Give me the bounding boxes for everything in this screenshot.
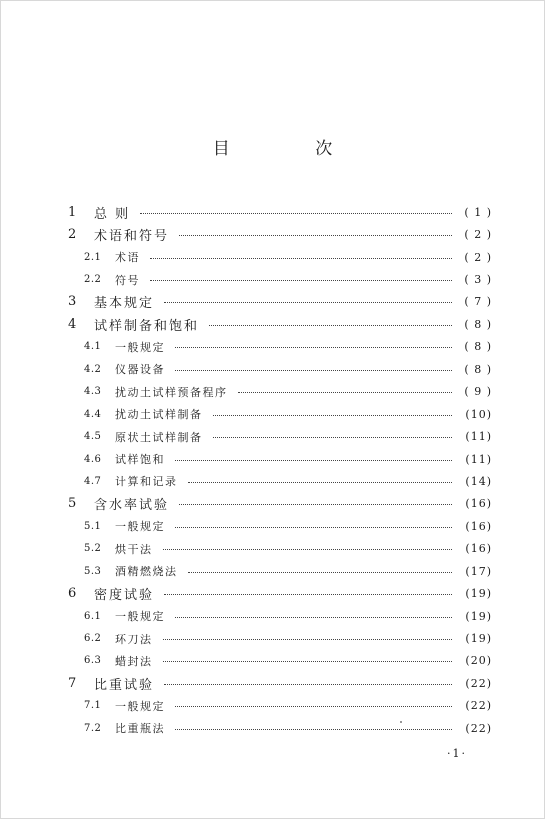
dot-leader: [140, 213, 452, 214]
toc-entry-title: 术语: [115, 251, 140, 265]
dot-leader: [179, 235, 452, 236]
toc-entry-title: 一般规定: [115, 340, 165, 354]
toc-section-row[interactable]: [68, 358, 492, 380]
toc-entry-page: (20): [465, 654, 492, 668]
toc-section-row[interactable]: [68, 695, 492, 717]
toc-chapter-row[interactable]: [68, 493, 492, 515]
dot-leader: [175, 460, 452, 461]
toc-entry-number: 3: [68, 294, 77, 310]
toc-entry-title: 基本规定: [94, 296, 155, 312]
toc-entry-page: (11): [465, 430, 492, 444]
toc-entry-title: 一般规定: [115, 699, 165, 713]
toc-entry-page: (16): [465, 519, 492, 533]
toc-entry-title: 仪器设备: [115, 363, 165, 377]
dot-leader: [213, 437, 453, 438]
toc-section-row[interactable]: [68, 336, 492, 358]
toc-entry-title: 比重瓶法: [115, 722, 165, 736]
toc-section-row[interactable]: [68, 515, 492, 537]
toc-entry-title: 一般规定: [115, 520, 165, 534]
toc-entry-number: 4.2: [84, 363, 102, 375]
toc-chapter-row[interactable]: [68, 582, 492, 604]
toc-entry-title: 扰动土试样预备程序: [115, 385, 228, 399]
toc-entry-number: 5: [68, 496, 77, 512]
toc-entry-title: 酒精燃烧法: [115, 565, 178, 579]
toc-entry-number: 7.2: [84, 722, 102, 734]
toc-entry-title: 计算和记录: [115, 475, 178, 489]
dot-leader: [175, 729, 452, 730]
toc-entry-number: 2.1: [84, 251, 102, 263]
dot-leader: [188, 482, 453, 483]
toc-entry-page: (22): [465, 676, 492, 690]
toc-section-row[interactable]: [68, 381, 492, 403]
scan-speck: [400, 721, 402, 723]
toc-entry-title: 试样饱和: [115, 453, 165, 467]
toc-entry-page: ( 8 ): [464, 340, 492, 354]
toc-section-row[interactable]: [68, 717, 492, 739]
toc-entry-page: ( 8 ): [464, 362, 492, 376]
toc-entry-number: 4.7: [84, 475, 102, 487]
toc-section-row[interactable]: [68, 470, 492, 492]
toc-section-row[interactable]: [68, 403, 492, 425]
toc-entry-page: ( 2 ): [464, 250, 492, 264]
toc-entry-title: 术语和符号: [94, 229, 170, 245]
toc-entry-number: 7.1: [84, 700, 102, 712]
toc-entry-page: (14): [465, 474, 492, 488]
dot-leader: [175, 527, 452, 528]
dot-leader: [164, 594, 452, 595]
dot-leader: [175, 706, 452, 707]
toc-entry-number: 7: [68, 675, 77, 691]
dot-leader: [163, 661, 453, 662]
dot-leader: [164, 684, 452, 685]
dot-leader: [188, 572, 453, 573]
dot-leader: [164, 302, 452, 303]
dot-leader: [213, 415, 453, 416]
toc-section-row[interactable]: [68, 650, 492, 672]
toc-section-row[interactable]: [68, 448, 492, 470]
toc-section-row[interactable]: [68, 425, 492, 447]
dot-leader: [175, 347, 452, 348]
toc-chapter-row[interactable]: [68, 201, 492, 223]
toc-entry-title: 总 则: [94, 206, 131, 222]
toc-entry-title: 含水率试验: [94, 498, 170, 514]
toc-entry-number: 4.5: [84, 431, 102, 443]
toc-entry-number: 4.6: [84, 453, 102, 465]
dot-leader: [209, 325, 452, 326]
toc-entry-title: 蜡封法: [115, 654, 153, 668]
toc-entry-title: 环刀法: [115, 632, 153, 646]
dot-leader: [163, 549, 453, 550]
toc-entry-page: ( 8 ): [464, 317, 492, 331]
toc-entry-page: (19): [465, 609, 492, 623]
toc-entry-title: 比重试验: [94, 677, 155, 693]
toc-entry-number: 6.3: [84, 655, 102, 667]
toc-entry-number: 5.1: [84, 520, 102, 532]
toc-entry-number: 1: [68, 204, 77, 220]
toc-chapter-row[interactable]: [68, 223, 492, 245]
toc-entry-page: (10): [465, 407, 492, 421]
toc-entry-page: (16): [465, 497, 492, 511]
toc-entry-page: (17): [465, 564, 492, 578]
toc-chapter-row[interactable]: [68, 291, 492, 313]
dot-leader: [175, 617, 452, 618]
toc-entry-page: ( 3 ): [464, 273, 492, 287]
toc-entry-title: 符号: [115, 273, 140, 287]
toc-entry-number: 5.3: [84, 565, 102, 577]
toc-entry-title: 原状土试样制备: [115, 430, 203, 444]
toc-entry-page: (22): [465, 699, 492, 713]
toc-section-row[interactable]: [68, 560, 492, 582]
toc-entry-title: 试样制备和饱和: [94, 318, 200, 334]
toc-entry-number: 6.2: [84, 633, 102, 645]
toc-chapter-row[interactable]: [68, 313, 492, 335]
dot-leader: [150, 258, 452, 259]
toc-entry-page: ( 9 ): [464, 385, 492, 399]
toc-entry-title: 扰动土试样制备: [115, 408, 203, 422]
dot-leader: [163, 639, 453, 640]
toc-entry-page: (22): [465, 721, 492, 735]
dot-leader: [179, 504, 452, 505]
page-number: ·1·: [447, 747, 467, 760]
toc-entry-number: 5.2: [84, 543, 102, 555]
toc-entry-number: 6: [68, 586, 77, 602]
table-of-contents: [68, 201, 492, 740]
toc-entry-number: 2: [68, 227, 77, 243]
toc-entry-page: ( 1 ): [464, 205, 492, 219]
toc-entry-page: (19): [465, 632, 492, 646]
toc-entry-number: 4: [68, 316, 77, 332]
toc-entry-title: 密度试验: [94, 588, 155, 604]
dot-leader: [238, 392, 453, 393]
dot-leader: [150, 280, 452, 281]
page-title: 目 次: [212, 139, 373, 159]
toc-entry-page: ( 7 ): [464, 295, 492, 309]
toc-entry-number: 2.2: [84, 274, 102, 286]
dot-leader: [175, 370, 452, 371]
toc-entry-number: 4.4: [84, 408, 102, 420]
toc-section-row[interactable]: [68, 605, 492, 627]
toc-entry-title: 烘干法: [115, 542, 153, 556]
toc-entry-page: (16): [465, 542, 492, 556]
toc-entry-number: 4.1: [84, 341, 102, 353]
toc-section-row[interactable]: [68, 268, 492, 290]
toc-entry-number: 4.3: [84, 386, 102, 398]
toc-section-row[interactable]: [68, 538, 492, 560]
toc-chapter-row[interactable]: [68, 672, 492, 694]
toc-entry-page: (11): [465, 452, 492, 466]
toc-entry-title: 一般规定: [115, 610, 165, 624]
toc-entry-page: ( 2 ): [464, 228, 492, 242]
toc-section-row[interactable]: [68, 627, 492, 649]
toc-section-row[interactable]: [68, 246, 492, 268]
toc-entry-number: 6.1: [84, 610, 102, 622]
toc-entry-page: (19): [465, 587, 492, 601]
